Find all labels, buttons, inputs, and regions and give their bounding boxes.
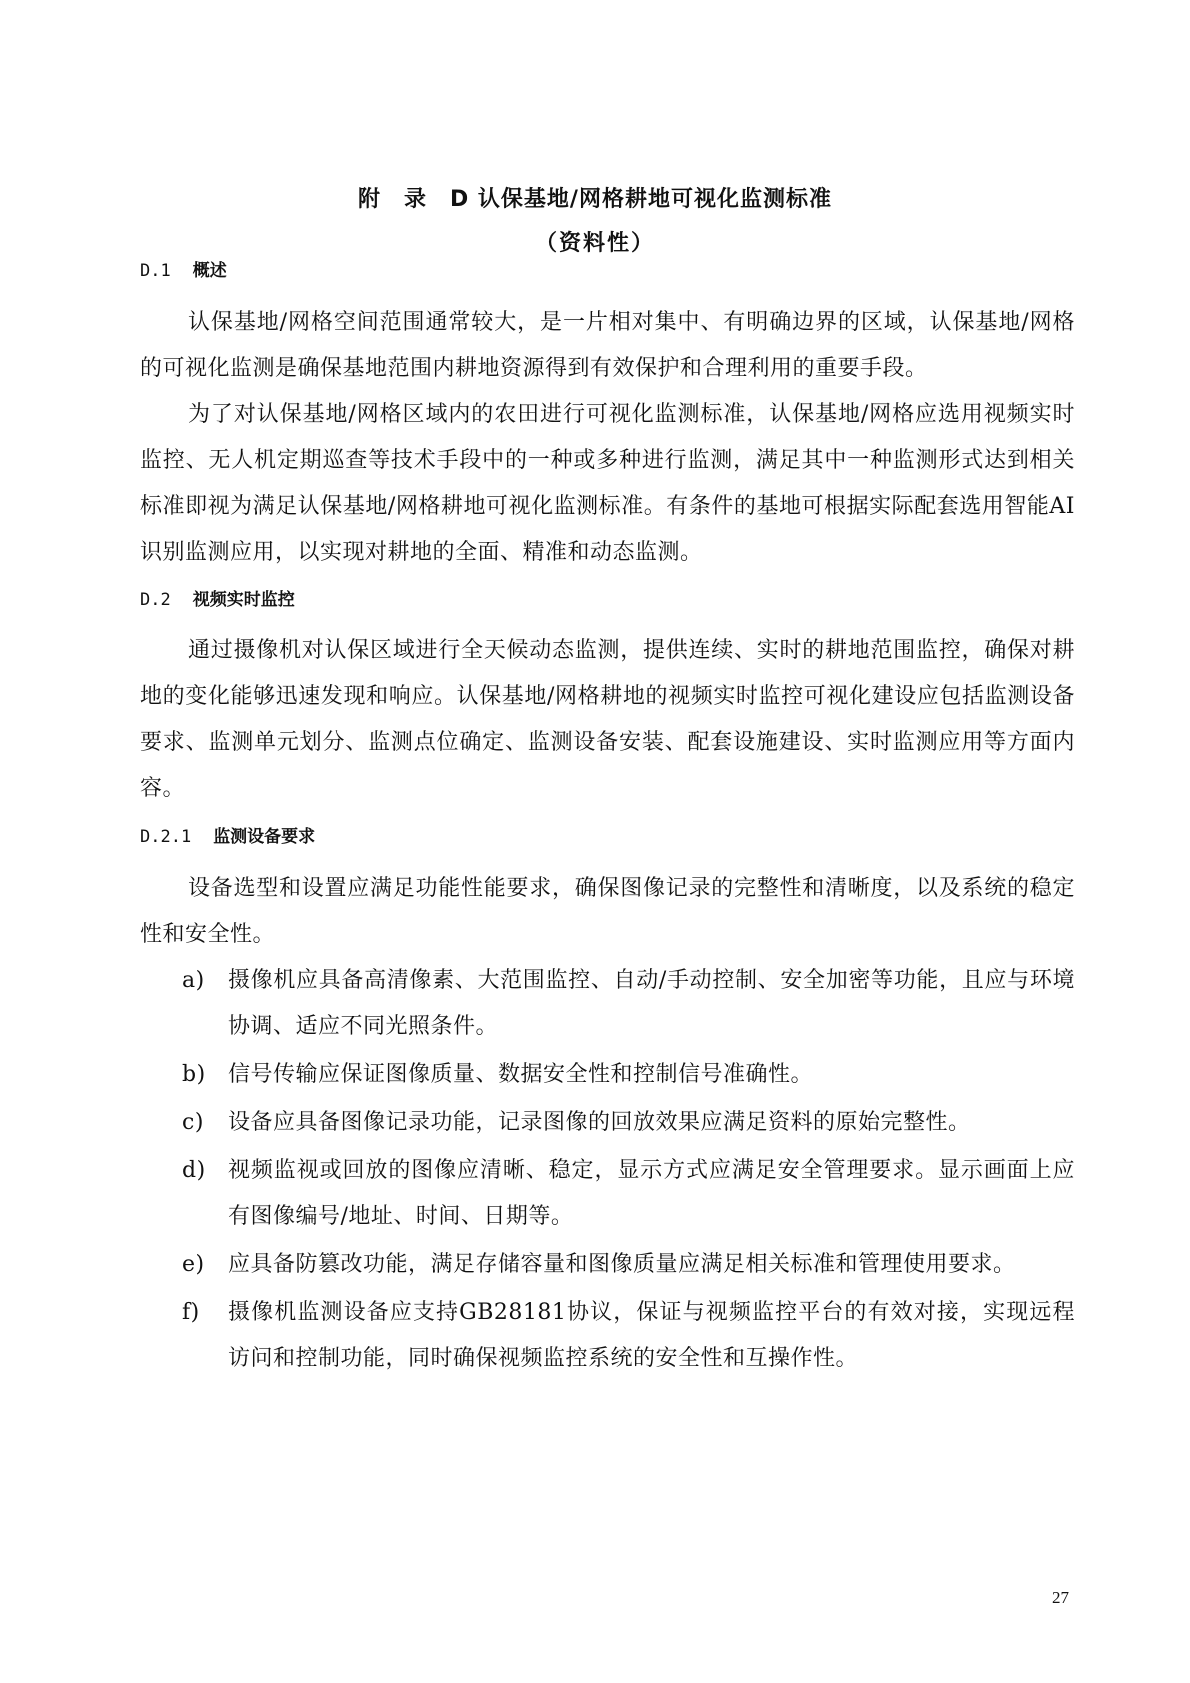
list-item <box>140 958 1075 1050</box>
list-marker: a) <box>182 968 205 993</box>
section-number: D.2.1 <box>140 827 192 847</box>
list-item <box>140 1100 1075 1146</box>
list-marker: b) <box>182 1062 206 1087</box>
section-heading-d2 <box>140 585 295 610</box>
section-number: D.2 <box>140 590 171 610</box>
paragraph: 设备选型和设置应满足功能性能要求，确保图像记录的完整性和清晰度，以及系统的稳定性和安全性。 <box>140 876 1075 947</box>
list-item-text: 设备应具备图像记录功能，记录图像的回放效果应满足资料的原始完整性。 <box>228 1110 971 1135</box>
list-item <box>140 1242 1075 1288</box>
list-item-text: 视频监视或回放的图像应清晰、稳定，显示方式应满足安全管理要求。显示画面上应有图像编号/地址、时间、日期等。 <box>228 1158 1075 1229</box>
requirements-list <box>140 958 1075 1384</box>
section-title: 监测设备要求 <box>213 827 316 847</box>
section-heading-d21 <box>140 822 315 847</box>
section-heading-d1 <box>140 256 227 281</box>
paragraph: 认保基地/网格空间范围通常较大，是一片相对集中、有明确边界的区域，认保基地/网格的可视化监测是确保基地范围内耕地资源得到有效保护和合理利用的重要手段。 <box>140 310 1075 381</box>
section-title: 概述 <box>192 261 227 281</box>
list-marker: e) <box>182 1252 205 1277</box>
list-item-text: 摄像机监测设备应支持GB28181协议，保证与视频监控平台的有效对接，实现远程访问和控制功能，同时确保视频监控系统的安全性和互操作性。 <box>228 1300 1075 1371</box>
list-item-text: 信号传输应保证图像质量、数据安全性和控制信号准确性。 <box>228 1062 814 1087</box>
page-number: 27 <box>1052 1588 1069 1607</box>
appendix-title: 附 录 D 认保基地/网格耕地可视化监测标准 <box>358 187 832 212</box>
paragraph: 通过摄像机对认保区域进行全天候动态监测，提供连续、实时的耕地范围监控，确保对耕地的变化能够迅速发现和响应。认保基地/网格耕地的视频实时监控可视化建设应包括监测设备要求、监测单元划分、监测点位确定、监测设备安装、配套设施建设、实时监测应用等方面内容。 <box>140 638 1075 801</box>
list-marker: d) <box>182 1158 206 1183</box>
list-item-text: 摄像机应具备高清像素、大范围监控、自动/手动控制、安全加密等功能，且应与环境协调、适应不同光照条件。 <box>228 968 1075 1039</box>
list-item-text: 应具备防篡改功能，满足存储容量和图像质量应满足相关标准和管理使用要求。 <box>228 1252 1016 1277</box>
paragraph: 为了对认保基地/网格区域内的农田进行可视化监测标准，认保基地/网格应选用视频实时监控、无人机定期巡查等技术手段中的一种或多种进行监测，满足其中一种监测形式达到相关标准即视为满足认保基地/网格耕地可视化监测标准。有条件的基地可根据实际配套选用智能AI识别监测应用，以实现对耕地的全面、精准和动态监测。 <box>140 402 1075 565</box>
section-title: 视频实时监控 <box>192 590 295 610</box>
appendix-subtitle: （资料性） <box>534 231 655 256</box>
list-marker: c) <box>182 1110 204 1135</box>
list-marker: f) <box>182 1300 200 1325</box>
list-item <box>140 1052 1075 1098</box>
section-number: D.1 <box>140 261 171 281</box>
list-item <box>140 1148 1075 1240</box>
list-item <box>140 1290 1075 1382</box>
